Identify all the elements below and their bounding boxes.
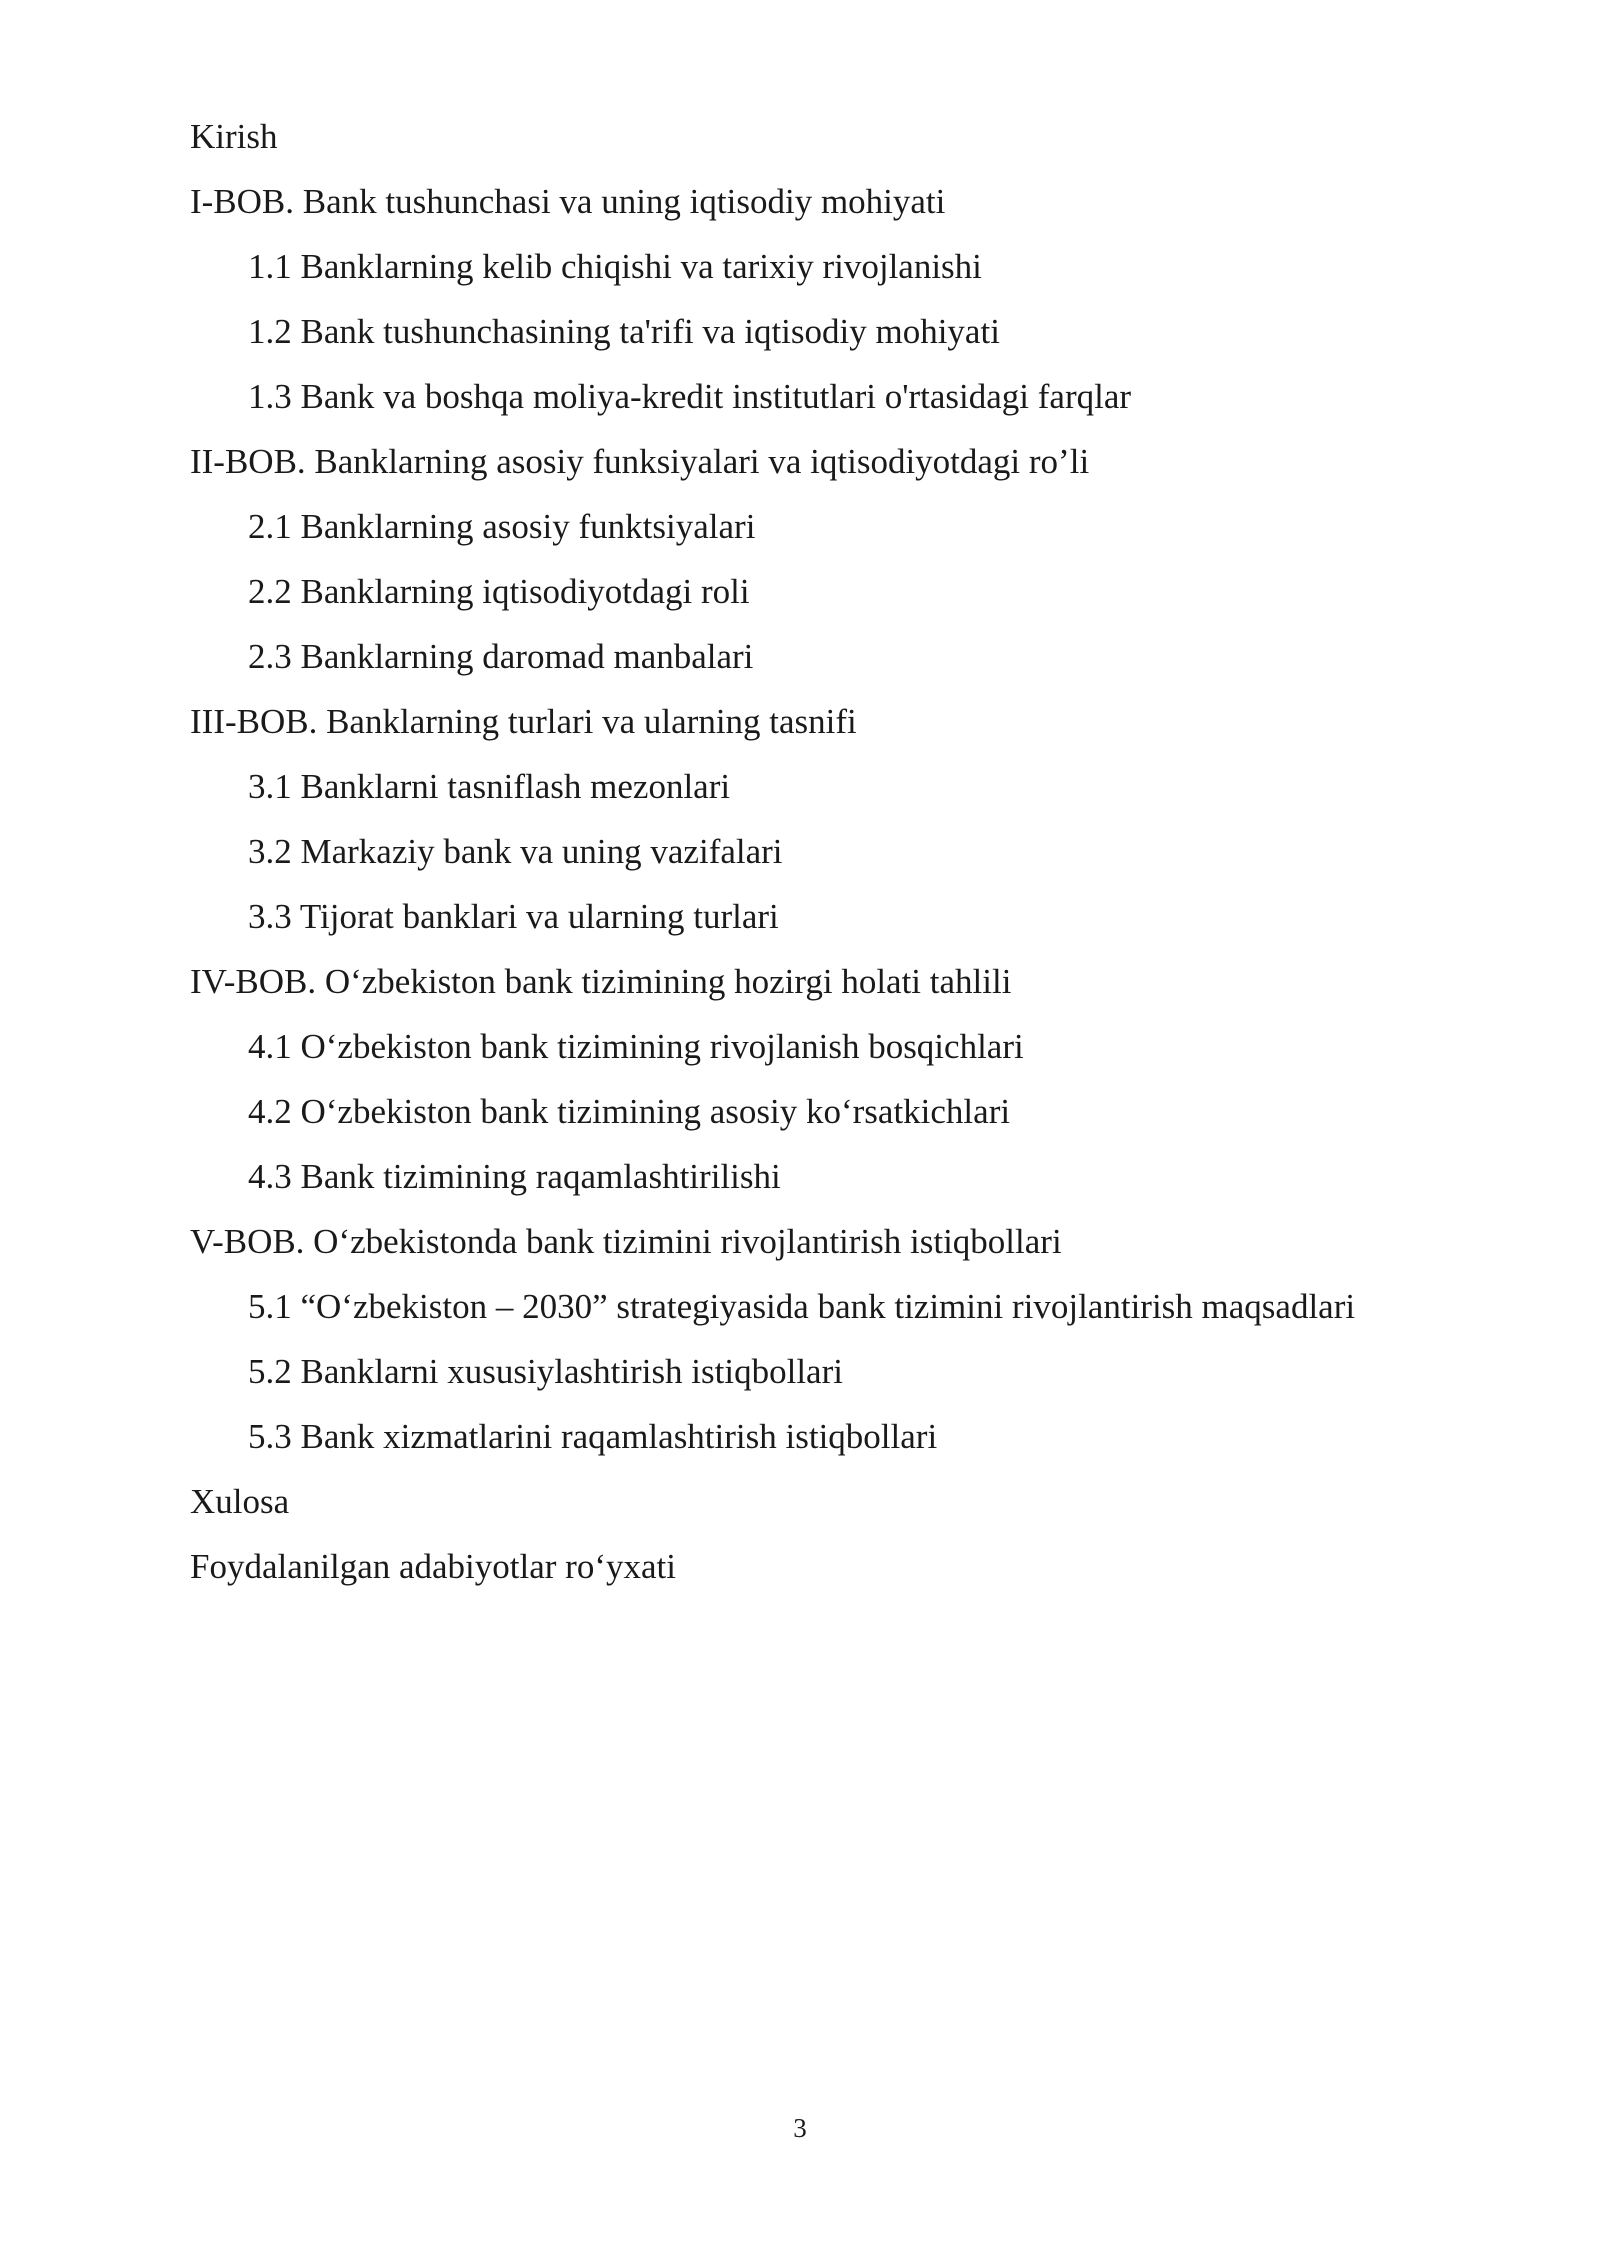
toc-section-entry: 5.2 Banklarni xususiylashtirish istiqbollari xyxy=(248,1352,843,1391)
toc-section-entry: 2.2 Banklarning iqtisodiyotdagi roli xyxy=(248,572,750,611)
toc-chapter-entry: V-BOB. O‘zbekistonda bank tizimini rivojlantirish istiqbollari xyxy=(190,1222,1062,1261)
toc-section-entry: 1.1 Banklarning kelib chiqishi va tarixiy rivojlanishi xyxy=(248,247,982,286)
toc-section-entry: 4.2 O‘zbekiston bank tizimining asosiy ko‘rsatkichlari xyxy=(248,1092,1011,1131)
toc-section-entry: 4.1 O‘zbekiston bank tizimining rivojlanish bosqichlari xyxy=(248,1027,1024,1066)
table-of-contents xyxy=(190,104,1490,1599)
toc-chapter-entry: Kirish xyxy=(190,117,278,156)
toc-section-entry: 1.3 Bank va boshqa moliya-kredit institutlari o'rtasidagi farqlar xyxy=(248,377,1132,416)
toc-section-entry: 4.3 Bank tizimining raqamlashtirilishi xyxy=(248,1157,781,1196)
toc-chapter-entry: Foydalanilgan adabiyotlar ro‘yxati xyxy=(190,1547,676,1586)
toc-section-entry: 1.2 Bank tushunchasining ta'rifi va iqtisodiy mohiyati xyxy=(248,312,1000,351)
toc-chapter-entry: III-BOB. Banklarning turlari va ularning tasnifi xyxy=(190,702,857,741)
toc-chapter-entry: II-BOB. Banklarning asosiy funksiyalari va iqtisodiyotdagi ro’li xyxy=(190,442,1090,481)
toc-section-entry: 5.3 Bank xizmatlarini raqamlashtirish istiqbollari xyxy=(248,1417,938,1456)
toc-section-entry: 3.3 Tijorat banklari va ularning turlari xyxy=(248,897,779,936)
toc-chapter-entry: I-BOB. Bank tushunchasi va uning iqtisodiy mohiyati xyxy=(190,182,946,221)
toc-section-entry: 2.1 Banklarning asosiy funktsiyalari xyxy=(248,507,756,546)
toc-chapter-entry: Xulosa xyxy=(190,1482,290,1521)
toc-section-entry: 2.3 Banklarning daromad manbalari xyxy=(248,637,754,676)
toc-section-entry: 5.1 “O‘zbekiston – 2030” strategiyasida bank tizimini rivojlantirish maqsadlari xyxy=(248,1287,1356,1326)
page-number: 3 xyxy=(793,2113,807,2143)
toc-section-entry: 3.1 Banklarni tasniflash mezonlari xyxy=(248,767,731,806)
toc-chapter-entry: IV-BOB. O‘zbekiston bank tizimining hozirgi holati tahlili xyxy=(190,962,1012,1001)
toc-section-entry: 3.2 Markaziy bank va uning vazifalari xyxy=(248,832,783,871)
